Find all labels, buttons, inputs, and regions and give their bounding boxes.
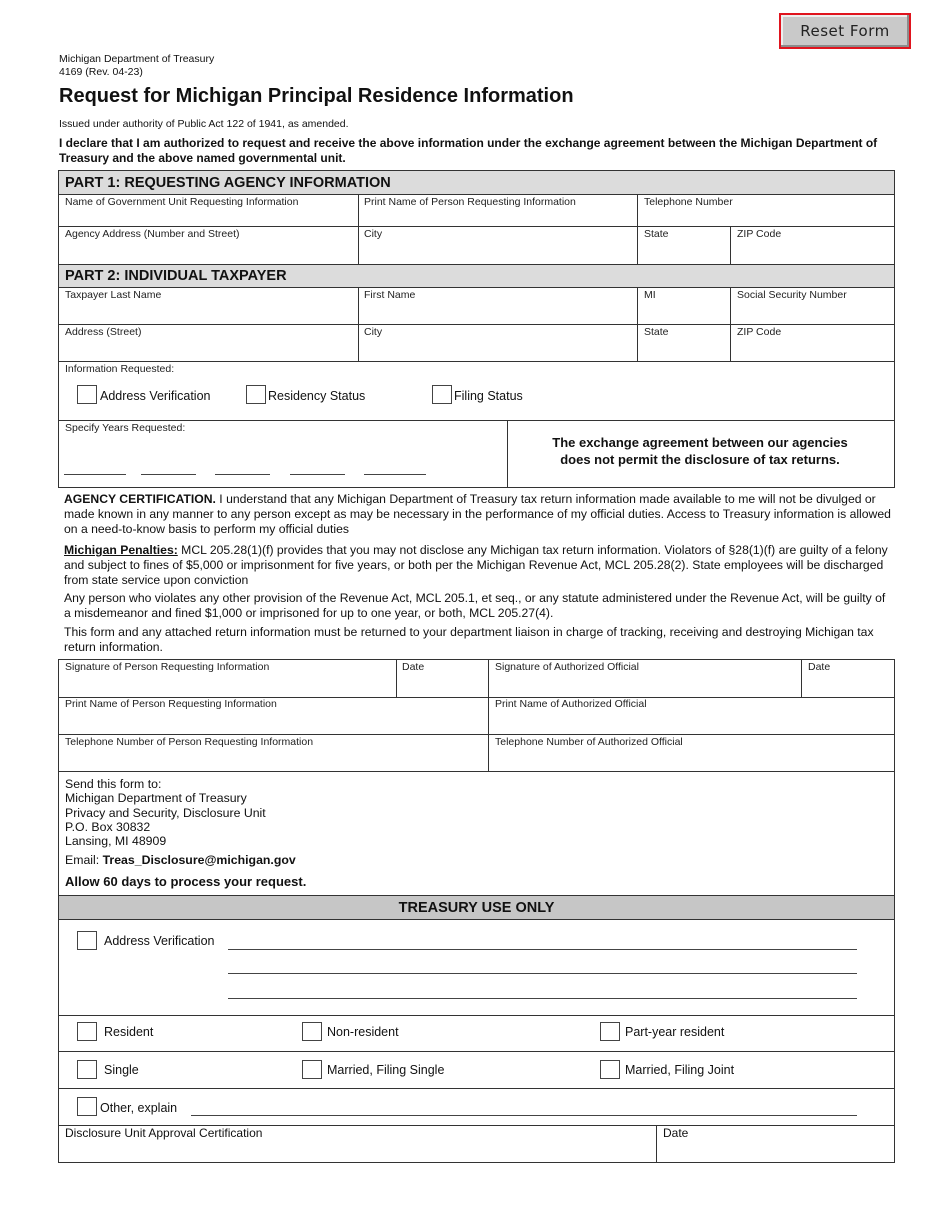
official-telephone-field[interactable]: Telephone Number of Authorized Official — [495, 736, 683, 748]
penalties-paragraph — [64, 543, 894, 588]
penalties-lead: Michigan Penalties: — [64, 543, 178, 557]
official-date-field[interactable]: Date — [808, 661, 831, 673]
return-info-paragraph: This form and any attached return information must be returned to your department liaison in charge of tracking, receiving and destroying Michigan tax return information. — [64, 625, 874, 654]
single-label: Single — [104, 1063, 139, 1077]
non-resident-label: Non-resident — [327, 1025, 399, 1039]
email-label: Email: — [65, 853, 103, 867]
filing-status-label: Filing Status — [454, 389, 523, 403]
official-print-name-field[interactable]: Print Name of Authorized Official — [495, 698, 647, 710]
department-name: Michigan Department of Treasury — [59, 53, 215, 65]
year-field-3[interactable] — [215, 474, 270, 475]
other-label: Other, explain — [100, 1101, 178, 1115]
info-requested-label: Information Requested: — [65, 363, 175, 375]
year-field-2[interactable] — [141, 474, 196, 475]
single-checkbox[interactable] — [77, 1060, 97, 1079]
gov-unit-field[interactable]: Name of Government Unit Requesting Information — [65, 196, 299, 208]
agency-state-field[interactable]: State — [644, 228, 669, 240]
mi-field[interactable]: MI — [644, 289, 656, 301]
approval-certification-field[interactable]: Disclosure Unit Approval Certification — [65, 1126, 263, 1140]
send-to-line: Privacy and Security, Disclosure Unit — [65, 805, 266, 820]
allow-days-note: Allow 60 days to process your request. — [65, 874, 307, 889]
first-name-field[interactable]: First Name — [364, 289, 416, 301]
taxpayer-city-field[interactable]: City — [364, 326, 383, 338]
resident-label: Resident — [104, 1025, 154, 1039]
residency-status-label: Residency Status — [268, 389, 366, 403]
married-filing-joint-checkbox[interactable] — [600, 1060, 620, 1079]
penalties-text: MCL 205.28(1)(f) provides that you may not disclose any Michigan tax return information. Violators of §28(1)(f) are guilty of a felony and subject to fines of $5,000 or imprisonment for five years, or both per the Michigan Revenue Act, MCL 205.28(2). State employees will be discharged from state service upon conviction — [64, 543, 888, 587]
address-verification-line-2[interactable] — [228, 973, 857, 974]
email-line — [65, 853, 296, 867]
send-to-line: P.O. Box 30832 — [65, 819, 151, 834]
agency-address-field[interactable]: Agency Address (Number and Street) — [65, 228, 240, 240]
address-verification-line-1[interactable] — [228, 949, 857, 950]
certification-text: I understand that any Michigan Department of Treasury tax return information made available to me will not be divulged or made known in any manner to any person except as may be necessary in the performance of my official duties. Access to Treasury information is allowed on a need-to-know basis to perform my official duties — [64, 492, 891, 536]
send-to-address — [65, 777, 266, 848]
other-checkbox[interactable] — [77, 1097, 97, 1116]
non-resident-checkbox[interactable] — [302, 1022, 322, 1041]
part2-heading: PART 2: INDIVIDUAL TAXPAYER — [59, 265, 894, 287]
taxpayer-zip-field[interactable]: ZIP Code — [737, 326, 782, 338]
form-number: 4169 (Rev. 04-23) — [59, 66, 143, 78]
filing-status-checkbox[interactable] — [432, 385, 452, 404]
send-to-line: Lansing, MI 48909 — [65, 834, 167, 849]
married-filing-single-checkbox[interactable] — [302, 1060, 322, 1079]
year-field-4[interactable] — [290, 474, 345, 475]
revenue-act-paragraph: Any person who violates any other provision of the Revenue Act, MCL 205.1, et seq., or any statute administered under the Revenue Act, will be guilty of a misdemeanor and fined $1,000 or imprisoned for up to one year, or both, MCL 205.27(4). — [64, 591, 886, 620]
married-filing-single-label: Married, Filing Single — [327, 1063, 445, 1077]
part1-heading: PART 1: REQUESTING AGENCY INFORMATION — [59, 171, 894, 194]
requester-telephone-field[interactable]: Telephone Number of Person Requesting Information — [65, 736, 314, 748]
requester-date-field[interactable]: Date — [402, 661, 425, 673]
married-filing-joint-label: Married, Filing Joint — [625, 1063, 735, 1077]
treasury-address-verification-label: Address Verification — [104, 934, 215, 948]
official-signature-field[interactable]: Signature of Authorized Official — [495, 661, 639, 673]
declaration-text: I declare that I am authorized to request and receive the above information under the exchange agreement between the Michigan Department of Treasury and the above named governmental unit. — [59, 136, 878, 165]
years-requested-label: Specify Years Requested: — [65, 422, 186, 434]
requester-signature-field[interactable]: Signature of Person Requesting Information — [65, 661, 270, 673]
treasury-address-verification-checkbox[interactable] — [77, 931, 97, 950]
requester-name-field[interactable]: Print Name of Person Requesting Information — [364, 196, 576, 208]
taxpayer-address-field[interactable]: Address (Street) — [65, 326, 142, 338]
telephone-field[interactable]: Telephone Number — [644, 196, 733, 208]
certification-lead: AGENCY CERTIFICATION. — [64, 492, 216, 506]
approval-date-field[interactable]: Date — [663, 1126, 689, 1140]
taxpayer-state-field[interactable]: State — [644, 326, 669, 338]
agency-zip-field[interactable]: ZIP Code — [737, 228, 782, 240]
taxpayer-last-name-field[interactable]: Taxpayer Last Name — [65, 289, 162, 301]
exchange-agreement-note: The exchange agreement between our agencies does not permit the disclosure of tax returns. — [552, 435, 848, 467]
ssn-field[interactable]: Social Security Number — [737, 289, 847, 301]
reset-form-button[interactable]: Reset Form — [779, 13, 911, 49]
authority-text: Issued under authority of Public Act 122 of 1941, as amended. — [59, 118, 349, 130]
send-to-line: Send this form to: — [65, 777, 162, 791]
email-link[interactable]: Treas_Disclosure@michigan.gov — [102, 853, 296, 867]
requester-print-name-field[interactable]: Print Name of Person Requesting Information — [65, 698, 277, 710]
part-year-resident-label: Part-year resident — [625, 1025, 725, 1039]
agency-city-field[interactable]: City — [364, 228, 383, 240]
residency-status-checkbox[interactable] — [246, 385, 266, 404]
other-explain-line[interactable] — [191, 1115, 857, 1116]
page-title: Request for Michigan Principal Residence Information — [59, 85, 574, 107]
treasury-heading: TREASURY USE ONLY — [59, 896, 894, 919]
resident-checkbox[interactable] — [77, 1022, 97, 1041]
year-field-5[interactable] — [364, 474, 426, 475]
address-verification-checkbox[interactable] — [77, 385, 97, 404]
address-verification-line-3[interactable] — [228, 998, 857, 999]
agency-certification — [64, 492, 894, 537]
send-to-line: Michigan Department of Treasury — [65, 791, 247, 806]
part-year-resident-checkbox[interactable] — [600, 1022, 620, 1041]
year-field-1[interactable] — [64, 474, 126, 475]
address-verification-label: Address Verification — [100, 389, 211, 403]
